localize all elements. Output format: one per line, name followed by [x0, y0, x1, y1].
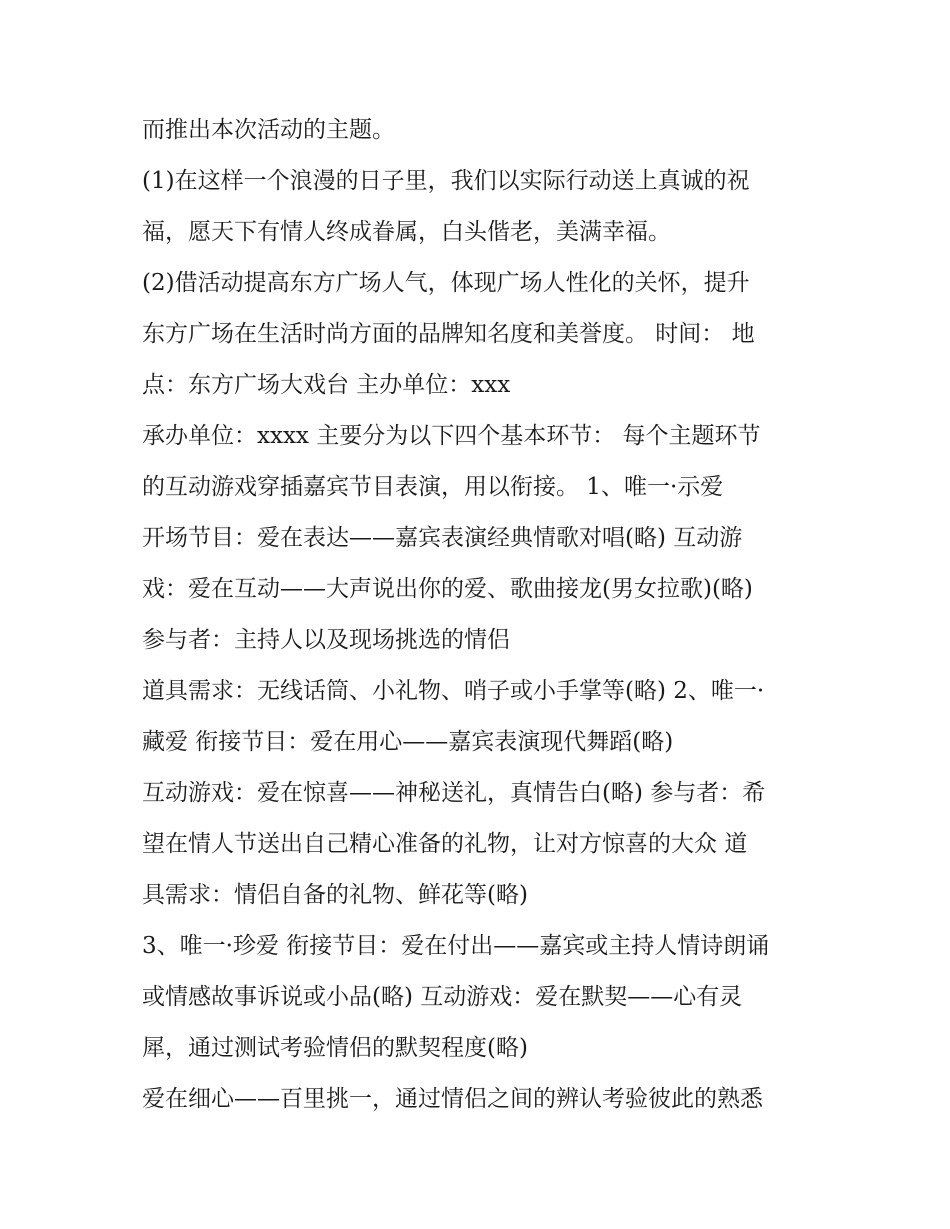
text-line-6: 点：东方广场大戏台 主办单位：xxx [142, 372, 511, 398]
text-line-16: 具需求：情侣自备的礼物、鲜花等(略) [142, 882, 528, 908]
text-line-10: 戏：爱在互动——大声说出你的爱、歌曲接龙(男女拉歌)(略) [142, 576, 753, 602]
text-line-11: 参与者：主持人以及现场挑选的情侣 [142, 627, 510, 653]
text-line-8: 的互动游戏穿插嘉宾节目表演，用以衔接。 1、唯一·示爱 [142, 474, 724, 500]
text-line-18: 或情感故事诉说或小品(略) 互动游戏：爱在默契——心有灵 [142, 984, 743, 1010]
text-line-13: 藏爱 衔接节目：爱在用心——嘉宾表演现代舞蹈(略) [142, 729, 674, 755]
text-line-19: 犀，通过测试考验情侣的默契程度(略) [142, 1035, 528, 1061]
text-line-14: 互动游戏：爱在惊喜——神秘送礼，真情告白(略) 参与者：希 [142, 780, 766, 806]
document-body [142, 108, 822, 1128]
text-line-2: (1)在这样一个浪漫的日子里，我们以实际行动送上真诚的祝 [142, 168, 750, 194]
text-line-20: 爱在细心——百里挑一，通过情侣之间的辨认考验彼此的熟悉 [142, 1086, 763, 1112]
text-line-7: 承办单位：xxxx 主要分为以下四个基本环节： 每个主题环节 [142, 423, 761, 449]
text-line-5: 东方广场在生活时尚方面的品牌知名度和美誉度。 时间： 地 [142, 321, 755, 347]
text-line-1: 而推出本次活动的主题。 [142, 117, 395, 143]
text-line-12: 道具需求：无线话筒、小礼物、哨子或小手掌等(略) 2、唯一· [142, 678, 765, 704]
text-line-3: 福，愿天下有情人终成眷属，白头偕老，美满幸福。 [142, 219, 671, 245]
text-line-4: (2)借活动提高东方广场人气，体现广场人性化的关怀，提升 [142, 270, 750, 296]
text-line-9: 开场节目：爱在表达——嘉宾表演经典情歌对唱(略) 互动游 [142, 525, 743, 551]
text-line-15: 望在情人节送出自己精心准备的礼物，让对方惊喜的大众 道 [142, 831, 748, 857]
text-line-17: 3、唯一·珍爱 衔接节目：爱在付出——嘉宾或主持人情诗朗诵 [142, 933, 770, 959]
